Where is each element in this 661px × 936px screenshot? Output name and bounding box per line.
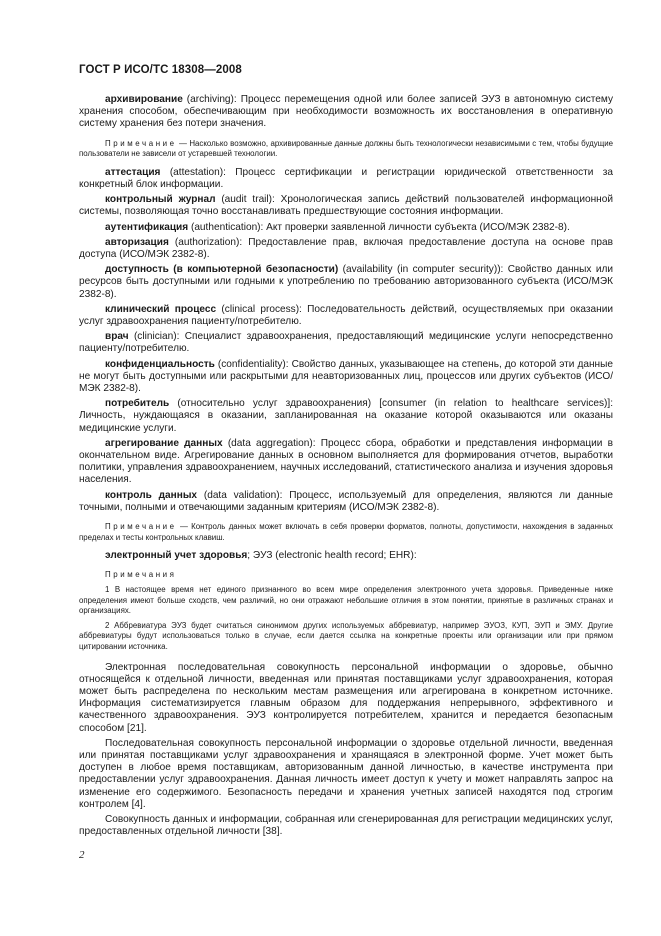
paragraph: Совокупность данных и информации, собранная или сгенерированная для регистрации медицинских услуг, предоставленных отдельной личности [38]. — [79, 814, 613, 838]
definition-term: аутентификация — [105, 221, 189, 233]
definition-entry — [79, 222, 613, 234]
definition-entry — [79, 167, 613, 191]
definition-text: (data aggregation): Процесс сбора, обработки и представления информации в окончательном виде. Агрегирование данных в основном выполняется для формирования отчетов, выработки политики, управления здравоохранением, научных исследований, статистического анализа и изучения здоровья населения. — [79, 437, 613, 486]
definition-term: аттестация — [105, 166, 161, 178]
note-item: 1 В настоящее время нет единого признанного во всем мире определения электронного учета здоровья. Приведенные ниже определения имеют больше сходств, чем различий, но они отражают небольшие отличия в этом понятии, принятые в различных странах и организациях. — [79, 585, 613, 616]
definition-entry — [79, 194, 613, 218]
note-label: Примечание — [105, 138, 177, 148]
definition-text: (audit trail): Хронологическая запись действий пользователей информационной системы, позволяющая точно восстанавливать предшествующие состояния информации. — [79, 194, 613, 218]
definition-term: клинический процесс — [105, 303, 217, 315]
definition-entry — [79, 490, 613, 514]
document-body — [79, 94, 613, 838]
note — [79, 139, 613, 160]
definition-text: (clinical process): Последовательность действий, осуществляемых при оказании услуг здравоохранения пациенту/потребителю. — [79, 303, 614, 328]
definition-entry — [79, 237, 613, 261]
definition-term: контроль данных — [105, 489, 198, 501]
definition-text: (authorization): Предоставление прав, включая предоставление доступа на основе прав доступа (ИСО/МЭК 2382-8). — [79, 236, 613, 261]
definition-term: доступность (в компьютерной безопасности) — [105, 264, 339, 276]
note-text: — Насколько возможно, архивированные данные должны быть технологически независимыми с тем, чтобы будущие пользователи не зависели от устаревшей технологии. — [79, 138, 613, 159]
definition-entry — [79, 331, 613, 355]
definition-term: врач — [105, 331, 129, 343]
definition-entry — [79, 94, 613, 131]
definition-entry — [79, 359, 613, 396]
definition-entry — [79, 550, 613, 562]
note-text: — Контроль данных может включать в себя проверки форматов, полноты, допустимости, нахождения в заданных пределах и тесты контрольных клавиш. — [79, 522, 613, 542]
definition-term: авторизация — [105, 236, 169, 248]
definition-entry — [79, 304, 613, 328]
definition-entry — [79, 398, 613, 435]
notes-heading: Примечания — [105, 570, 177, 580]
definition-text: (data validation): Процесс, используемый для определения, являются ли данные точными, полными и отвечающими заданным критериям (ИСО/МЭК 2382-8). — [79, 489, 613, 513]
definition-term: архивирование — [105, 94, 183, 105]
paragraph: Электронная последовательная совокупность персональной информации о здоровье, обычно относящейся к отдельной личности, введенная или принятая поставщиками услуг здравоохранения, которая может быть распределена по нескольким местам размещения или агрегирована в конкретном источнике. Информация систематизируется главным образом для поддержания непрерывного, эффективного и качественного здравоохранения. ЭУЗ контролируется потребителем, хранится и передается безопасным способом [21]. — [79, 661, 613, 734]
definition-entry — [79, 264, 613, 301]
definition-term: конфиденциальность — [105, 358, 215, 370]
definition-text: (archiving): Процесс перемещения одной или более записей ЭУЗ в автономную систему хранения способом, обеспечивающим при необходимости возможность их восстановления в оперативную систему хранения без потери значения. — [79, 94, 613, 130]
definition-term: электронный учет здоровья — [105, 550, 248, 562]
definition-text: (availability (in computer security)): Свойство данных или ресурсов быть доступными или годными к употреблению по требованию авторизованного субъекта (ИСО/МЭК 2382-8). — [79, 264, 613, 300]
definition-entry — [79, 438, 613, 487]
paragraph: Последовательная совокупность персональной информации о здоровье отдельной личности, введенная или принятая поставщиками услуг здравоохранения и хранящаяся в электронной форме. Учет может быть доступен в любое время поставщикам, авторизованным данной личностью, в качестве инструмента при предоставлении услуг здравоохранения. Данная личность имеет доступ к учету и может направлять запрос на изменение его содержимого. Безопасность передачи и хранения учетных записей находятся под строгим контролем [4]. — [79, 737, 613, 810]
definition-term: агрегирование данных — [105, 437, 223, 449]
note-item: 2 Аббревиатура ЭУЗ будет считаться синонимом других используемых аббревиатур, например ЭУОЗ, КУП, ЭУП и ЭМУ. Другие аббревиатуры будут использоваться только в случае, если дается ссылка на конкретные проекты или организации или при прямом цитировании источника. — [79, 620, 613, 652]
note-label: Примечание — [105, 522, 177, 532]
note — [79, 522, 613, 543]
page-number: 2 — [79, 849, 85, 861]
definition-text: (clinician): Специалист здравоохранения, предоставляющий медицинские услуги непосредственно пациенту/потребителю. — [79, 331, 613, 355]
definition-text: (authentication): Акт проверки заявленной личности субъекта (ИСО/МЭК 2382-8). — [188, 221, 570, 233]
definition-text: (относительно услуг здравоохранения) [consumer (in relation to healthcare services)]: Личность, нуждающаяся в оказании, запланированная на оказание которой оказываются или оказаны медицинские услуги. — [79, 398, 613, 434]
definition-text: ; ЭУЗ (electronic health record; EHR): — [247, 550, 417, 562]
definition-term: потребитель — [105, 398, 170, 410]
definition-text: (attestation): Процесс сертификации и регистрации юридической ответственности за конкретный блок информации. — [79, 166, 613, 190]
document-header: ГОСТ Р ИСО/ТС 18308—2008 — [79, 64, 242, 76]
definition-text: (confidentiality): Свойство данных, указывающее на степень, до которой эти данные не могут быть доступными или раскрытыми для неавторизованных лиц, процессов или других субъектов (ИСО/МЭК 2382-8). — [79, 358, 613, 395]
definition-term: контрольный журнал — [105, 194, 216, 206]
